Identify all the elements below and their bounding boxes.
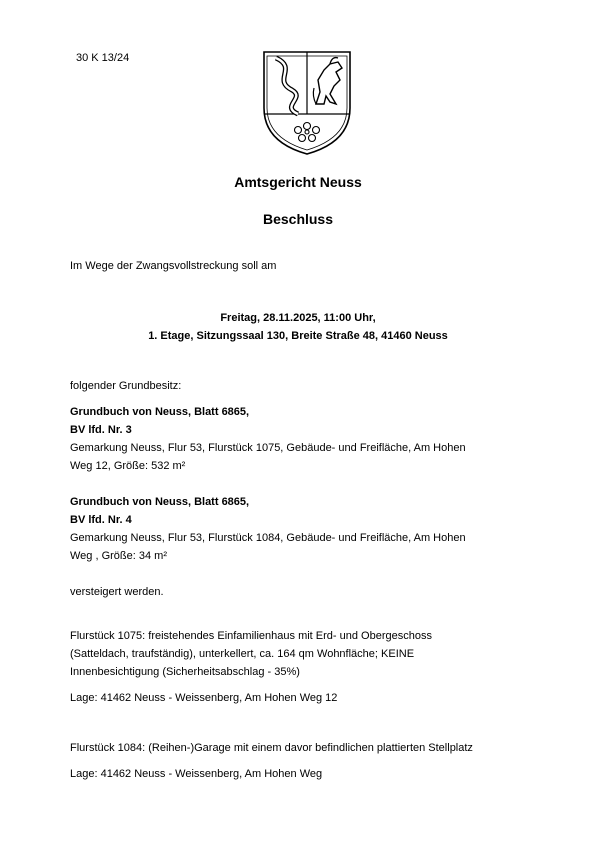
property-bv-number: BV lfd. Nr. 4 bbox=[70, 514, 132, 526]
property-location: Lage: 41462 Neuss - Weissenberg, Am Hohen Weg 12 bbox=[70, 692, 338, 704]
property-register: Grundbuch von Neuss, Blatt 6865, bbox=[70, 496, 250, 508]
auction-text: versteigert werden. bbox=[70, 586, 164, 598]
detail-text: (Satteldach, traufständig), unterkellert, ca. 164 qm Wohnfläche; KEINE bbox=[70, 648, 415, 660]
intro-text: Im Wege der Zwangsvollstreckung soll am bbox=[70, 260, 277, 272]
appointment-date: Freitag, 28.11.2025, 11:00 Uhr, bbox=[220, 312, 376, 324]
property-bv-number: BV lfd. Nr. 3 bbox=[70, 424, 132, 436]
document-title: Beschluss bbox=[262, 211, 334, 227]
nrw-coat-of-arms-icon bbox=[258, 46, 356, 158]
case-number: 30 K 13/24 bbox=[76, 52, 130, 64]
property-description: Weg , Größe: 34 m² bbox=[70, 550, 167, 562]
property-description: Gemarkung Neuss, Flur 53, Flurstück 1075, Gebäude- und Freifläche, Am Hohen bbox=[70, 442, 466, 454]
property-location: Lage: 41462 Neuss - Weissenberg, Am Hohen Weg bbox=[70, 768, 323, 780]
detail-text: Innenbesichtigung (Sicherheitsabschlag - 35%) bbox=[70, 666, 300, 678]
property-description: Gemarkung Neuss, Flur 53, Flurstück 1084, Gebäude- und Freifläche, Am Hohen bbox=[70, 532, 466, 544]
detail-text: Flurstück 1075: freistehendes Einfamilienhaus mit Erd- und Obergeschoss bbox=[70, 630, 432, 642]
property-intro: folgender Grundbesitz: bbox=[70, 380, 182, 392]
court-name: Amtsgericht Neuss bbox=[234, 174, 362, 190]
property-register: Grundbuch von Neuss, Blatt 6865, bbox=[70, 406, 250, 418]
property-description: Weg 12, Größe: 532 m² bbox=[70, 460, 186, 472]
detail-text: Flurstück 1084: (Reihen-)Garage mit einem davor befindlichen plattierten Stellplatz bbox=[70, 742, 473, 754]
appointment-location: 1. Etage, Sitzungssaal 130, Breite Straße 48, 41460 Neuss bbox=[148, 330, 448, 342]
